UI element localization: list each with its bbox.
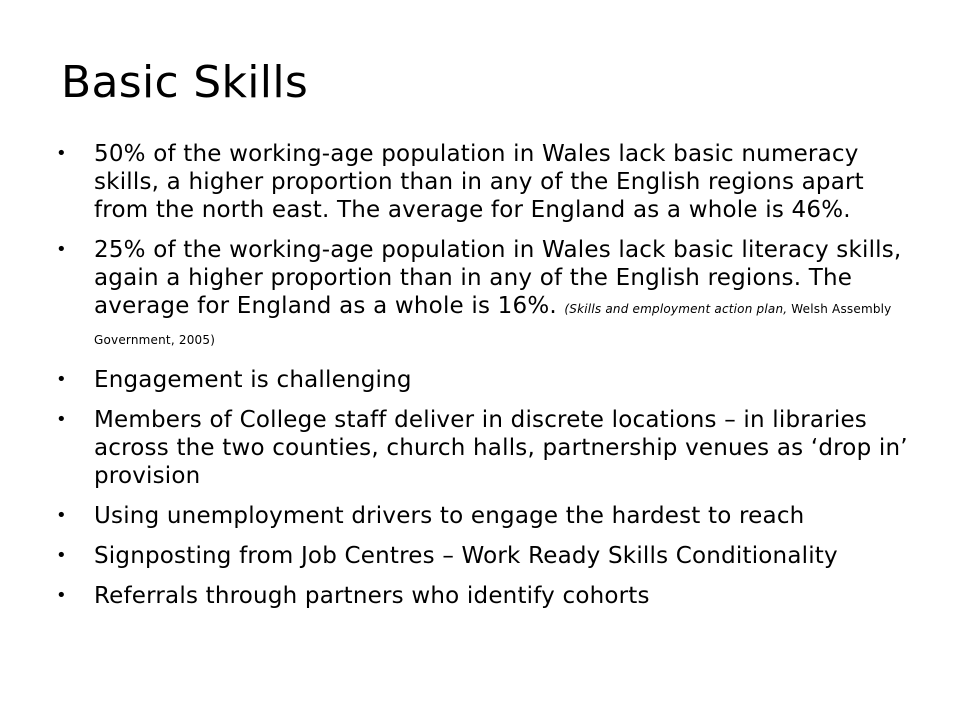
bullet-signposting bbox=[56, 542, 912, 570]
bullet-text: 25% of the working-age population in Wales lack basic literacy skills, again a higher proportion than in any of the English regions. The average for England as a whole is 16%. bbox=[94, 237, 902, 319]
bullet-text: 50% of the working-age population in Wales lack basic numeracy skills, a higher proportion than in any of the English regions apart from the north east. The average for England as a whole is 46%. bbox=[94, 141, 864, 223]
bullet-list bbox=[56, 140, 912, 622]
bullet-dot-icon: • bbox=[56, 369, 67, 390]
bullet-dot-icon: • bbox=[56, 585, 67, 606]
bullet-literacy bbox=[56, 236, 912, 354]
bullet-text: Referrals through partners who identify cohorts bbox=[94, 583, 650, 609]
bullet-text: Engagement is challenging bbox=[94, 367, 412, 393]
citation-plain-text: Welsh Assembly Government, 2005) bbox=[94, 302, 892, 347]
bullet-text: Using unemployment drivers to engage the hardest to reach bbox=[94, 503, 805, 529]
bullet-dot-icon: • bbox=[56, 505, 67, 526]
bullet-referrals bbox=[56, 582, 912, 610]
bullet-numeracy bbox=[56, 140, 912, 224]
bullet-dot-icon: • bbox=[56, 239, 67, 260]
slide-title: Basic Skills bbox=[61, 57, 309, 108]
bullet-text: Members of College staff deliver in discrete locations – in libraries across the two counties, church halls, partnership venues as ‘drop in’ provision bbox=[94, 407, 908, 489]
bullet-dot-icon: • bbox=[56, 545, 67, 566]
citation-italic-text: (Skills and employment action plan, bbox=[564, 302, 788, 316]
bullet-unemployment-drivers bbox=[56, 502, 912, 530]
bullet-college-staff bbox=[56, 406, 912, 490]
bullet-dot-icon: • bbox=[56, 409, 67, 430]
bullet-dot-icon: • bbox=[56, 143, 67, 164]
bullet-text: Signposting from Job Centres – Work Ready Skills Conditionality bbox=[94, 543, 838, 569]
bullet-engagement bbox=[56, 366, 912, 394]
